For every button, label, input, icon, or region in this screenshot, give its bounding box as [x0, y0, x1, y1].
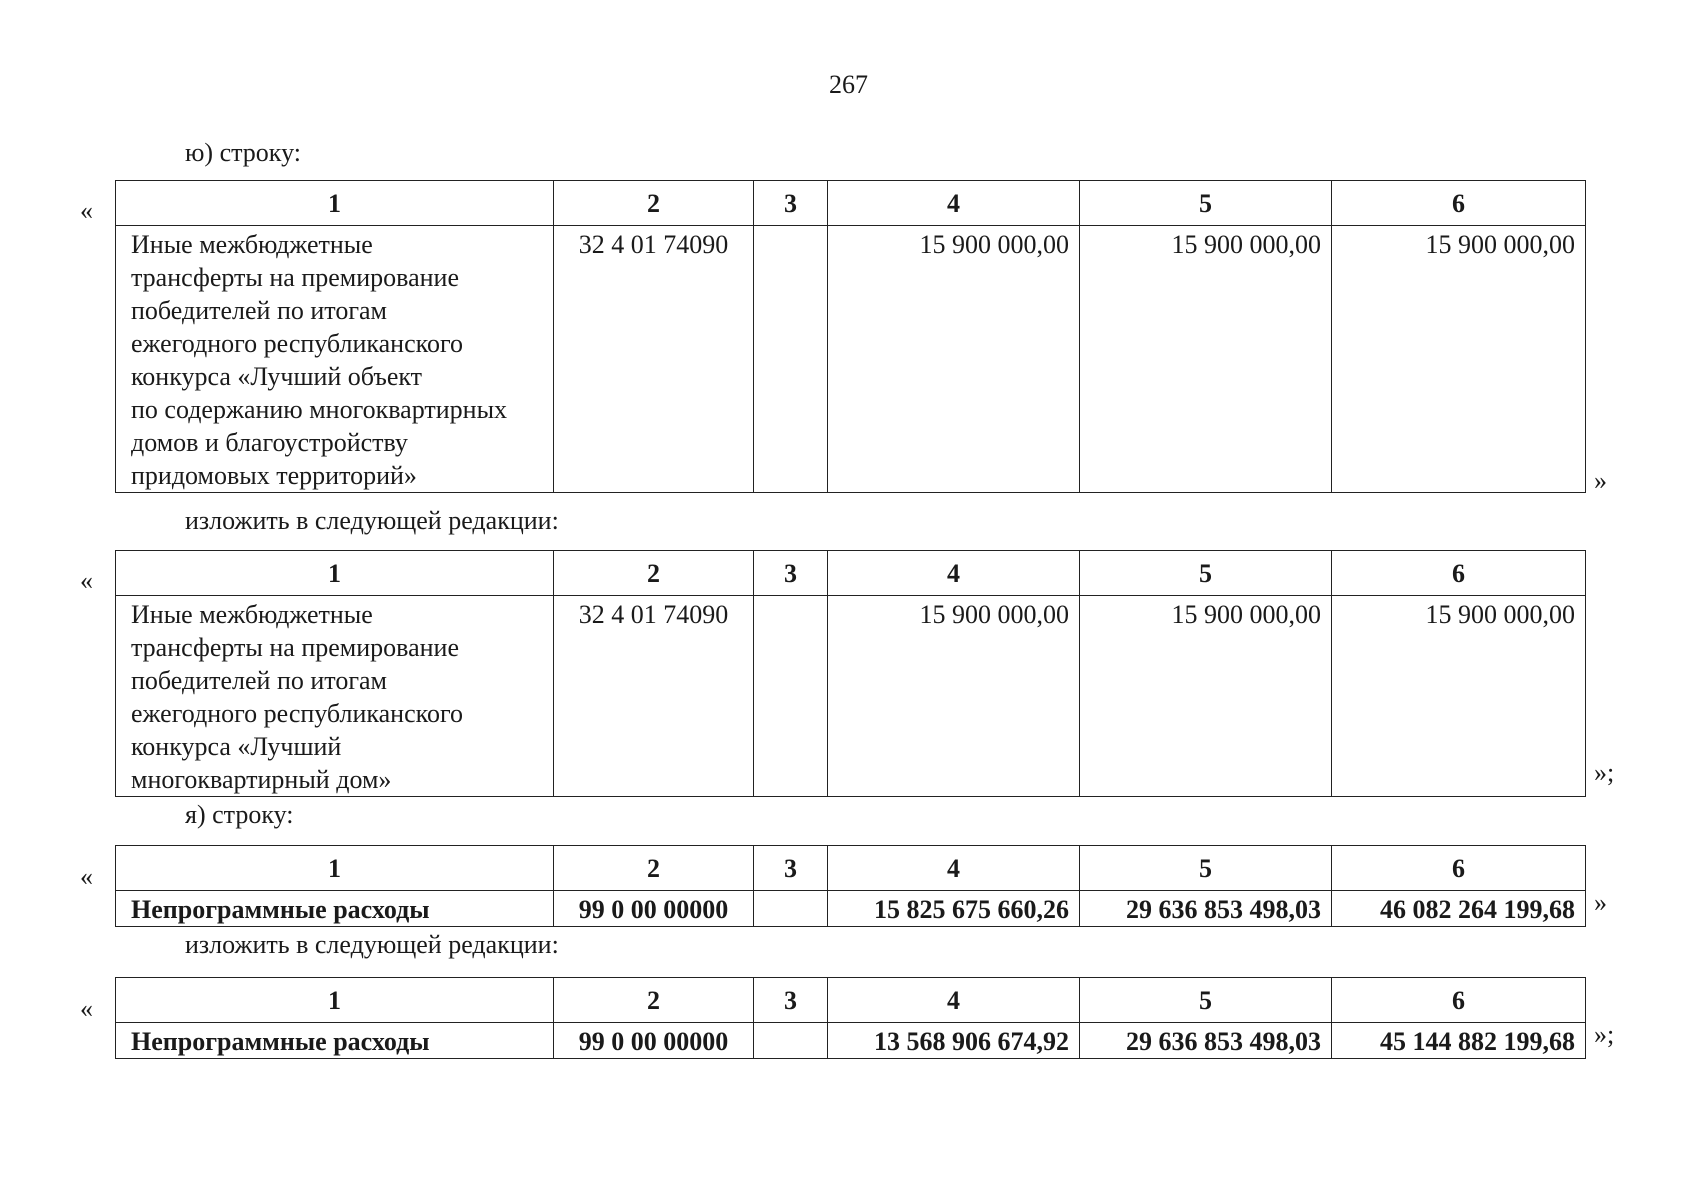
name-line: победителей по итогам	[131, 296, 387, 325]
amount-column-6: 45 144 882 199,68	[1332, 1023, 1586, 1059]
target-code-cell: 99 0 00 00000	[554, 891, 754, 927]
open-quote: «	[80, 862, 93, 891]
expense-name-cell: Непрограммные расходы	[116, 891, 554, 927]
open-quote: «	[80, 196, 93, 225]
header-cell: 1	[116, 551, 554, 596]
amount-column-6: 15 900 000,00	[1332, 596, 1586, 797]
name-line: придомовых территорий»	[131, 461, 417, 490]
expense-name-cell	[116, 226, 554, 493]
header-cell: 5	[1080, 181, 1332, 226]
name-line: конкурса «Лучший объект	[131, 362, 423, 391]
name-line: домов и благоустройству	[131, 428, 408, 457]
header-row	[116, 846, 1586, 891]
column-3-cell	[754, 596, 828, 797]
header-row	[116, 181, 1586, 226]
close-quote: »	[1594, 466, 1607, 495]
name-line: Иные межбюджетные	[131, 600, 373, 629]
header-cell: 1	[116, 181, 554, 226]
header-cell: 5	[1080, 846, 1332, 891]
header-cell: 1	[116, 846, 554, 891]
expense-name-cell: Непрограммные расходы	[116, 1023, 554, 1059]
header-cell: 2	[554, 551, 754, 596]
table-row	[116, 226, 1586, 493]
name-line: трансферты на премирование	[131, 633, 459, 662]
header-cell: 4	[828, 181, 1080, 226]
table-row	[116, 596, 1586, 797]
header-cell: 2	[554, 978, 754, 1023]
expense-name-cell	[116, 596, 554, 797]
amount-column-6: 46 082 264 199,68	[1332, 891, 1586, 927]
header-cell: 4	[828, 846, 1080, 891]
header-cell: 6	[1332, 551, 1586, 596]
name-line: конкурса «Лучший	[131, 732, 342, 761]
header-cell: 3	[754, 978, 828, 1023]
section-intro: изложить в следующей редакции:	[185, 930, 559, 959]
name-line: трансферты на премирование	[131, 263, 459, 292]
header-cell: 5	[1080, 551, 1332, 596]
table-row	[116, 891, 1586, 927]
amount-column-5: 29 636 853 498,03	[1080, 1023, 1332, 1059]
header-cell: 3	[754, 551, 828, 596]
open-quote: «	[80, 566, 93, 595]
header-row	[116, 978, 1586, 1023]
open-quote: «	[80, 994, 93, 1023]
target-code-cell: 99 0 00 00000	[554, 1023, 754, 1059]
amount-column-5: 29 636 853 498,03	[1080, 891, 1332, 927]
column-3-cell	[754, 1023, 828, 1059]
header-cell: 2	[554, 846, 754, 891]
column-3-cell	[754, 226, 828, 493]
name-line: по содержанию многоквартирных	[131, 395, 508, 424]
header-cell: 4	[828, 978, 1080, 1023]
page-number: 267	[829, 70, 868, 99]
amount-column-4: 15 900 000,00	[828, 596, 1080, 797]
header-cell: 3	[754, 846, 828, 891]
section-intro: изложить в следующей редакции:	[185, 506, 559, 535]
header-row	[116, 551, 1586, 596]
header-cell: 1	[116, 978, 554, 1023]
header-cell: 6	[1332, 978, 1586, 1023]
amount-column-4: 15 825 675 660,26	[828, 891, 1080, 927]
amount-column-4: 15 900 000,00	[828, 226, 1080, 493]
amount-column-5: 15 900 000,00	[1080, 226, 1332, 493]
header-cell: 2	[554, 181, 754, 226]
amount-column-4: 13 568 906 674,92	[828, 1023, 1080, 1059]
close-quote: »	[1594, 888, 1607, 917]
header-cell: 3	[754, 181, 828, 226]
amount-column-5: 15 900 000,00	[1080, 596, 1332, 797]
amendment-table	[115, 977, 1586, 1059]
header-cell: 5	[1080, 978, 1332, 1023]
name-line: ежегодного республиканского	[131, 329, 463, 358]
name-line: победителей по итогам	[131, 666, 387, 695]
amendment-table	[115, 845, 1586, 927]
amount-column-6: 15 900 000,00	[1332, 226, 1586, 493]
header-cell: 6	[1332, 181, 1586, 226]
table-row	[116, 1023, 1586, 1059]
amendment-table	[115, 180, 1586, 493]
target-code-cell: 32 4 01 74090	[554, 596, 754, 797]
name-line: ежегодного республиканского	[131, 699, 463, 728]
header-cell: 6	[1332, 846, 1586, 891]
close-quote: »;	[1594, 758, 1615, 787]
close-quote: »;	[1594, 1020, 1615, 1049]
name-line: многоквартирный дом»	[131, 765, 392, 794]
section-intro: я) строку:	[185, 800, 294, 829]
header-cell: 4	[828, 551, 1080, 596]
name-line: Иные межбюджетные	[131, 230, 373, 259]
column-3-cell	[754, 891, 828, 927]
target-code-cell: 32 4 01 74090	[554, 226, 754, 493]
amendment-table	[115, 550, 1586, 797]
section-intro: ю) строку:	[185, 138, 301, 167]
